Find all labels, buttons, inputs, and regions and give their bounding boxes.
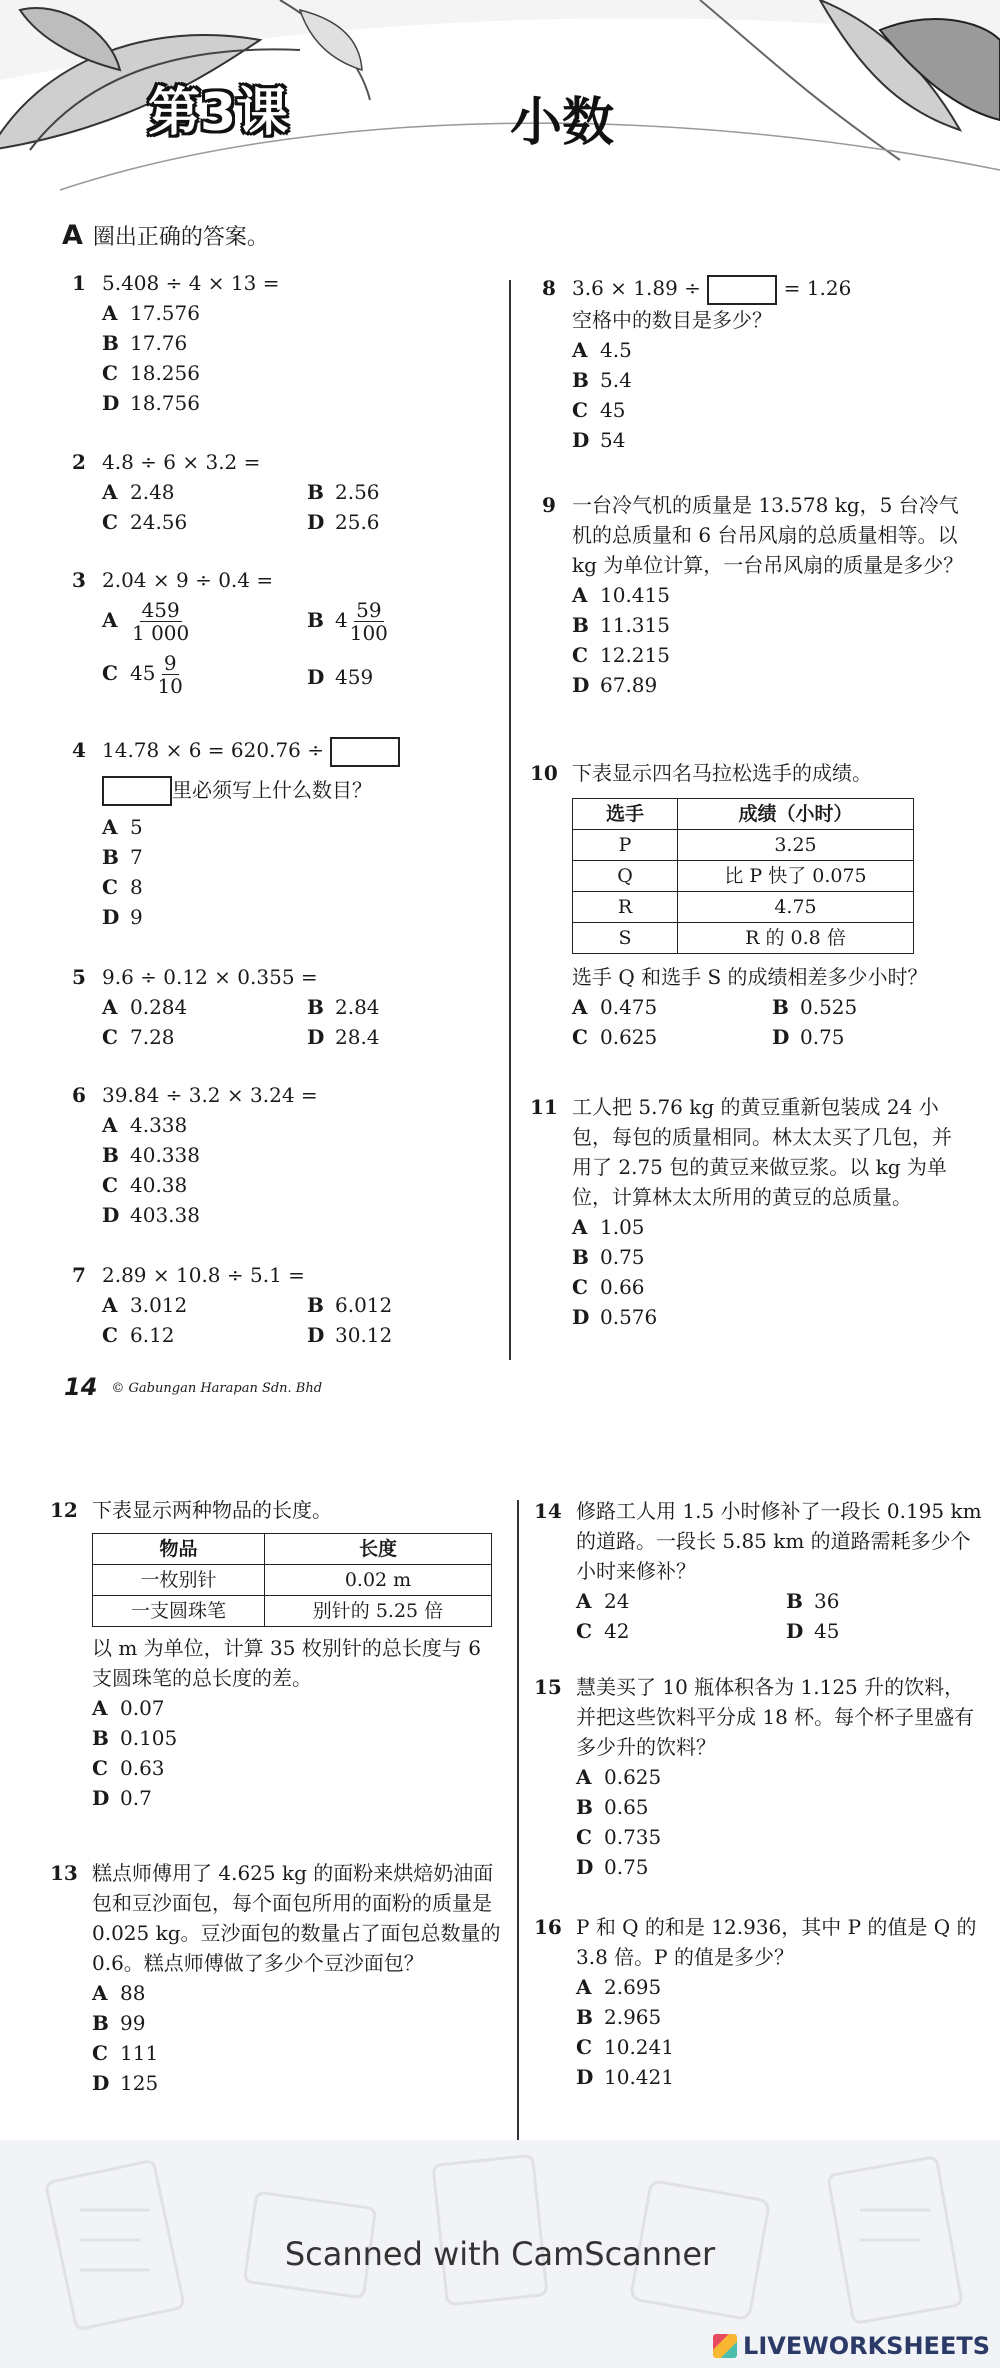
option-c[interactable]: C 18.256	[102, 361, 200, 385]
option-a[interactable]: A 24	[576, 1589, 630, 1613]
section-instruction: 圈出正确的答案。	[92, 225, 269, 250]
option-d[interactable]: D 9	[102, 905, 143, 929]
option-c[interactable]: C 0.735	[576, 1825, 662, 1849]
table-header: 成绩（小时）	[678, 799, 914, 830]
question-15	[534, 1672, 984, 1882]
liveworksheets-text: LIVEWORKSHEETS	[743, 2332, 990, 2360]
question-stem: 2.89 × 10.8 ÷ 5.1 =	[102, 1263, 305, 1287]
table-row: R 4.75	[573, 892, 914, 923]
answer-box[interactable]	[707, 275, 777, 305]
question-stem: P 和 Q 的和是 12.936，其中 P 的值是 Q 的 3.8 倍。P 的值是多少？	[576, 1915, 977, 1969]
page-header	[0, 0, 1000, 200]
option-a[interactable]: A $\frac{459}{1 000}$	[102, 598, 190, 645]
option-c[interactable]: C 42	[576, 1619, 630, 1643]
option-d[interactable]: D 18.756	[102, 391, 200, 415]
option-d[interactable]: D 30.12	[307, 1323, 393, 1347]
copyright: © Gabungan Harapan Sdn. Bhd	[111, 1381, 323, 1396]
page-footer	[64, 1373, 322, 1401]
question-number: 3	[72, 568, 86, 592]
question-10	[530, 758, 970, 1052]
option-a[interactable]: A 88	[92, 1981, 146, 2005]
table-row: S R 的 0.8 倍	[573, 923, 914, 954]
question-number: 2	[72, 450, 86, 474]
option-d[interactable]: D 0.7	[92, 1786, 152, 1810]
option-c[interactable]: C 6.12	[102, 1323, 175, 1347]
question-stem-2: 以 m 为单位，计算 35 枚别针的总长度与 6 支圆珠笔的总长度的差。	[92, 1636, 481, 1690]
question-number: 11	[530, 1095, 558, 1119]
question-number: 6	[72, 1083, 86, 1107]
option-b[interactable]: B 2.965	[576, 2005, 662, 2029]
option-a[interactable]: A 0.475	[572, 995, 658, 1019]
question-stem: 下表显示四名马拉松选手的成绩。	[572, 761, 872, 785]
question-number: 7	[72, 1263, 86, 1287]
question-number: 15	[534, 1675, 562, 1699]
table-row: 一支圆珠笔 别针的 5.25 倍	[93, 1596, 492, 1627]
option-b[interactable]: B 99	[92, 2011, 146, 2035]
section-heading	[62, 220, 269, 251]
question-4	[72, 735, 400, 932]
section-letter: A	[62, 220, 83, 251]
table-row: 一枚别针 0.02 m	[93, 1565, 492, 1596]
column-divider	[509, 280, 511, 1360]
option-d[interactable]: D 403.38	[102, 1203, 200, 1227]
option-d[interactable]: D 0.75	[772, 1025, 845, 1049]
question-number: 14	[534, 1499, 562, 1523]
question-number: 16	[534, 1915, 562, 1939]
option-c[interactable]: C 40.38	[102, 1173, 188, 1197]
option-b[interactable]: B 5.4	[572, 367, 632, 392]
liveworksheets-logo	[713, 2332, 990, 2360]
option-b[interactable]: B 7	[102, 845, 143, 869]
question-stem-2: 选手 Q 和选手 S 的成绩相差多少小时？	[572, 965, 928, 989]
option-b[interactable]: B 2.56	[307, 480, 380, 504]
question-1	[72, 268, 280, 418]
option-b[interactable]: B 0.105	[92, 1726, 178, 1750]
question-7	[72, 1260, 507, 1350]
page-number: 14	[64, 1373, 98, 1401]
option-d[interactable]: D 45	[786, 1619, 840, 1643]
option-c[interactable]: C 7.28	[102, 1025, 175, 1049]
question-stem-2: 空格中的数目是多少？	[572, 307, 772, 332]
option-d[interactable]: D 25.6	[307, 510, 380, 534]
option-c[interactable]: C 45	[572, 397, 626, 422]
table-header: 长度	[265, 1534, 492, 1565]
question-stem: 5.408 ÷ 4 × 13 =	[102, 271, 280, 295]
option-a[interactable]: A 1.05	[572, 1215, 645, 1239]
question-13	[50, 1858, 502, 2098]
option-b[interactable]: B 17.76	[102, 331, 188, 355]
question-stem: 修路工人用 1.5 小时修补了一段长 0.195 km 的道路。一段长 5.85 km 的道路需耗多少个小时来修补？	[576, 1499, 982, 1583]
question-number: 12	[50, 1498, 78, 1522]
option-d[interactable]: D 0.75	[576, 1855, 649, 1879]
scanner-caption: Scanned with CamScanner	[284, 2235, 716, 2273]
option-c[interactable]: C 24.56	[102, 510, 188, 534]
question-stem-2: 里必须写上什么数目？	[102, 775, 400, 807]
option-a[interactable]: A 0.625	[576, 1765, 662, 1789]
question-14	[534, 1496, 984, 1646]
question-stem: 2.04 × 9 ÷ 0.4 =	[102, 568, 274, 592]
option-d[interactable]: D 125	[92, 2071, 159, 2095]
option-a[interactable]: A 0.07	[92, 1696, 165, 1720]
option-d[interactable]: D 0.576	[572, 1305, 658, 1329]
option-a[interactable]: A 10.415	[572, 583, 670, 607]
option-a[interactable]: A 4.338	[102, 1113, 188, 1137]
question-number: 5	[72, 965, 86, 989]
option-d[interactable]: D 67.89	[572, 673, 658, 697]
option-b[interactable]: B 11.315	[572, 613, 670, 637]
liveworksheets-mark-icon	[713, 2334, 737, 2358]
option-a[interactable]: A 17.576	[102, 301, 200, 325]
option-a[interactable]: A 2.48	[102, 480, 175, 504]
answer-box[interactable]	[330, 737, 400, 767]
question-stem: 9.6 ÷ 0.12 × 0.355 =	[102, 965, 318, 989]
question-stem: 工人把 5.76 kg 的黄豆重新包装成 24 小包，每包的质量相同。林太太买了几包，并用了 2.75 包的黄豆来做豆浆。以 kg 为单位，计算林太太所用的黄豆的总质量。	[572, 1095, 952, 1209]
table-row: P 3.25	[573, 830, 914, 861]
question-stem: 下表显示两种物品的长度。	[92, 1498, 332, 1522]
question-stem: 一台冷气机的质量是 13.578 kg，5 台冷气机的总质量和 6 台吊风扇的总质量相等。以 kg 为单位计算，一台吊风扇的质量是多少？	[572, 493, 964, 577]
lesson-badge: 第3课	[148, 83, 289, 143]
option-a[interactable]: A 2.695	[576, 1975, 662, 1999]
option-c[interactable]: C 12.215	[572, 643, 670, 667]
option-d[interactable]: D 54	[572, 427, 626, 452]
question-stem: 3.6 × 1.89 ÷ = 1.26	[572, 273, 851, 305]
question-3	[72, 565, 507, 702]
option-a[interactable]: A 3.012	[102, 1293, 188, 1317]
option-d[interactable]: D 459	[307, 665, 374, 689]
table-header: 物品	[93, 1534, 265, 1565]
question-stem: 4.8 ÷ 6 × 3.2 =	[102, 450, 261, 474]
question-12	[50, 1495, 500, 1813]
option-c[interactable]: C 0.625	[572, 1025, 658, 1049]
answer-box	[102, 776, 172, 806]
question-number: 1	[72, 271, 86, 295]
question-9	[542, 490, 972, 700]
question-stem: 慧美买了 10 瓶体积各为 1.125 升的饮料，并把这些饮料平分成 18 杯。每个杯子里盛有多少升的饮料？	[576, 1675, 975, 1759]
question-stem: 糕点师傅用了 4.625 kg 的面粉来烘焙奶油面包和豆沙面包，每个面包所用的面粉的质量是 0.025 kg。豆沙面包的数量占了面包总数量的 0.6。糕点师傅做了多少个豆沙面包？	[92, 1861, 501, 1975]
table-header: 选手	[573, 799, 678, 830]
option-c[interactable]: C 0.63	[92, 1756, 165, 1780]
option-b[interactable]: B 6.012	[307, 1293, 393, 1317]
option-d[interactable]: D 28.4	[307, 1025, 380, 1049]
column-divider	[517, 1500, 519, 2140]
runner-table	[572, 798, 914, 954]
option-c[interactable]: C 10.241	[576, 2035, 674, 2059]
question-number: 13	[50, 1861, 78, 1885]
question-number: 10	[530, 761, 558, 785]
question-number: 8	[542, 276, 556, 300]
question-8	[542, 273, 851, 455]
option-a[interactable]: A 0.284	[102, 995, 188, 1019]
option-b[interactable]: B 40.338	[102, 1143, 200, 1167]
option-c[interactable]: C 8	[102, 875, 143, 899]
question-stem: 39.84 ÷ 3.2 × 3.24 =	[102, 1083, 318, 1107]
option-a[interactable]: A 5	[102, 815, 143, 839]
option-c[interactable]: C 45 $\frac{9}{10}$	[102, 651, 183, 698]
option-b[interactable]: B 0.525	[772, 995, 858, 1019]
option-a[interactable]: A 4.5	[572, 337, 632, 362]
question-number: 4	[72, 738, 86, 762]
question-2	[72, 447, 507, 537]
option-c[interactable]: C 111	[92, 2041, 159, 2065]
option-c[interactable]: C 0.66	[572, 1275, 645, 1299]
question-5	[72, 962, 507, 1052]
item-length-table	[92, 1533, 492, 1627]
question-stem: 14.78 × 6 = 620.76 ÷	[102, 735, 400, 767]
question-number: 9	[542, 493, 556, 517]
question-16	[534, 1912, 984, 2092]
table-row: Q 比 P 快了 0.075	[573, 861, 914, 892]
option-b[interactable]: B 0.75	[572, 1245, 645, 1269]
question-11	[530, 1092, 970, 1332]
option-b[interactable]: B 2.84	[307, 995, 380, 1019]
option-b[interactable]: B 0.65	[576, 1795, 649, 1819]
option-b[interactable]: B 4 $\frac{59}{100}$	[307, 598, 388, 645]
option-b[interactable]: B 36	[786, 1589, 840, 1613]
question-6	[72, 1080, 318, 1230]
page-title: 小数	[510, 93, 615, 153]
option-d[interactable]: D 10.421	[576, 2065, 674, 2089]
